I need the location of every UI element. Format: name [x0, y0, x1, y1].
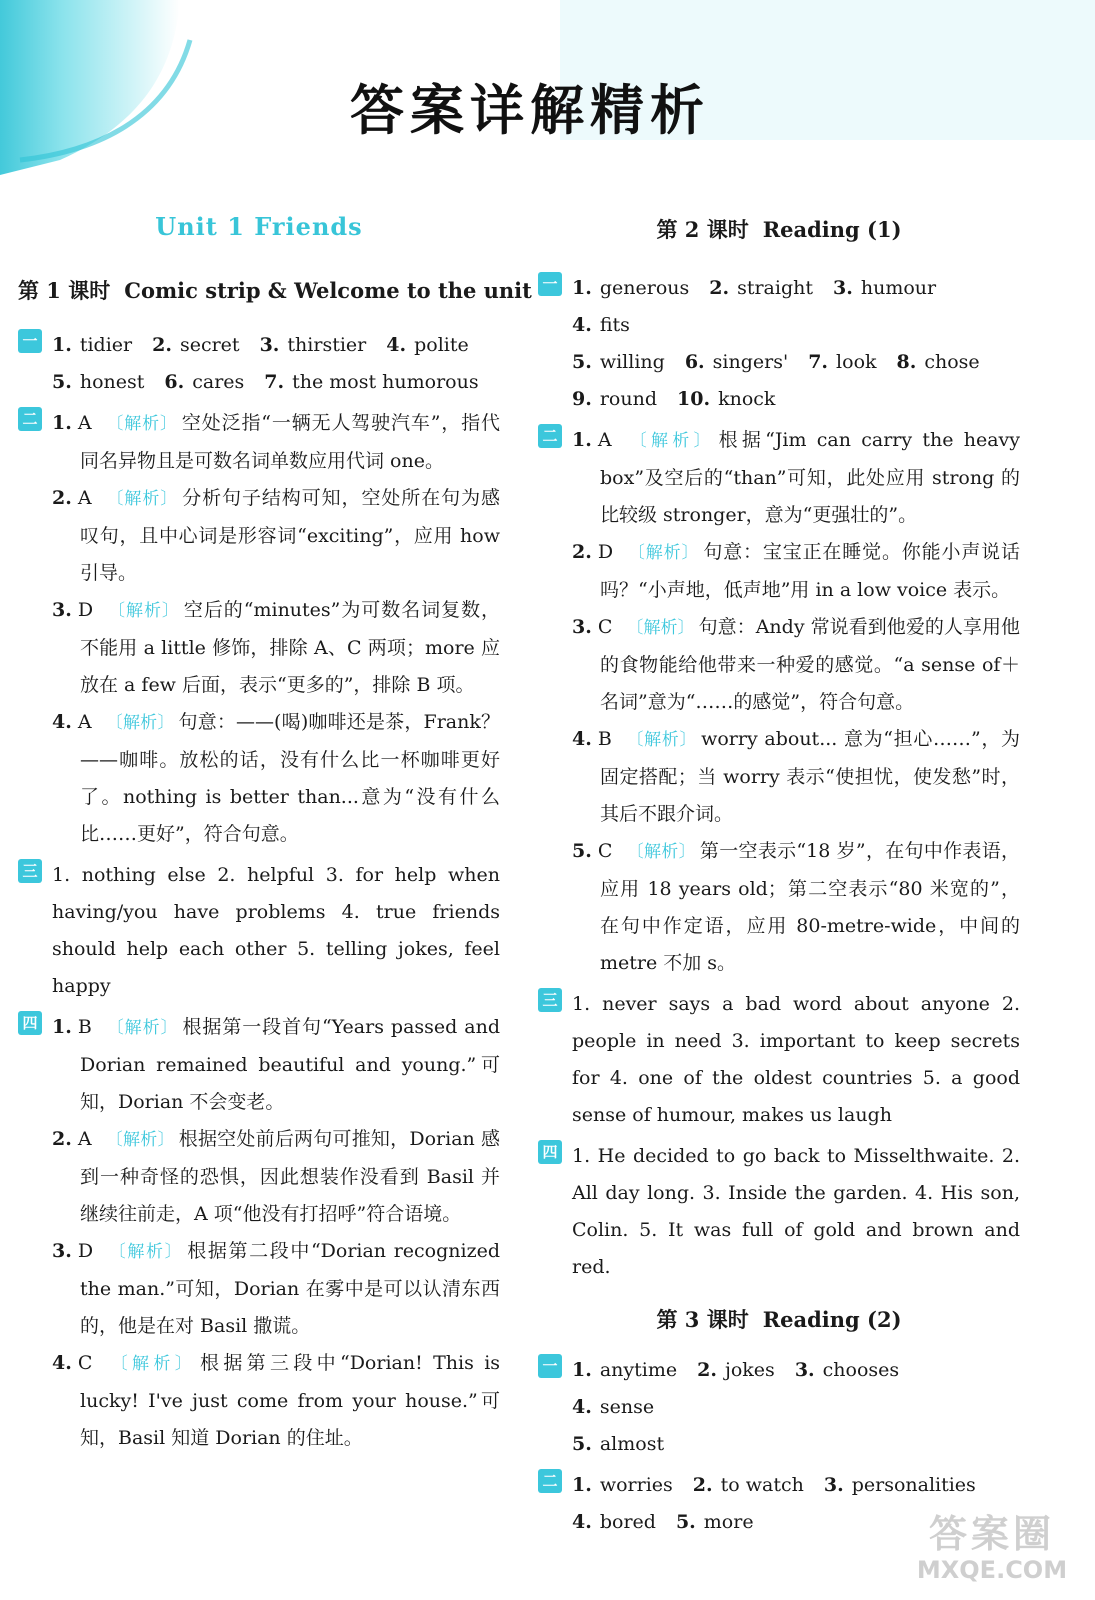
l3-s1-answers: 1. anytime 2. jokes 3. chooses4. sense 5. almost: [572, 1359, 900, 1455]
answer: knock: [718, 388, 776, 410]
l1-section-3: [18, 857, 500, 1005]
answer: the most humorous: [292, 371, 479, 393]
lesson-3-prefix: 第 3 课时: [656, 1307, 749, 1332]
answer: polite: [414, 334, 469, 356]
header-banner: [0, 0, 1095, 185]
answer: singers': [712, 351, 789, 373]
l2-section-4: [538, 1138, 1020, 1286]
answer: chose: [924, 351, 980, 373]
l1-s4-item: 1. B 〔解析〕 根据第一段首句“Years passed and Dorian remained beautiful and young.”可知，Dorian 不会变老。: [52, 1016, 501, 1113]
left-column: [18, 200, 532, 1461]
l1-s4-item: 4. C 〔解析〕 根据第三段中“Dorian! This is lucky! I've just come from your house.”可知，Basil 知道 Dorian 的住址。: [52, 1352, 501, 1449]
answer: generous: [599, 277, 690, 299]
watermark-url: MXQE.COM: [916, 1556, 1068, 1584]
answer: look: [836, 351, 877, 373]
watermark: [907, 1512, 1077, 1592]
l2-s3-answers: 1. never says a bad word about anyone 2. people in need 3. important to keep secrets for 4. one of the oldest countries 5. a good sense of humour, makes us laugh: [572, 993, 1020, 1126]
l2-s2-item: 2. D 〔解析〕 句意：宝宝正在睡觉。你能小声说话吗？“小声地，低声地”用 in a low voice 表示。: [572, 541, 1021, 601]
l1-s2-item: 4. A 〔解析〕 句意：——(喝)咖啡还是茶，Frank？——咖啡。放松的话，没有什么比一杯咖啡更好了。nothing is better than...意为“没有什么比……更好”，符合句意。: [52, 711, 501, 845]
lesson-2-title: [538, 214, 1020, 244]
l2-section-2: [538, 422, 1020, 982]
answer: more: [703, 1511, 754, 1533]
section-badge: 四: [18, 1011, 42, 1035]
lesson-2-name: Reading (1): [762, 217, 902, 242]
answer: straight: [737, 277, 814, 299]
section-badge: 三: [538, 988, 562, 1012]
answer: willing: [599, 351, 665, 373]
answer: fits: [599, 314, 630, 336]
l1-section-4: [18, 1009, 500, 1457]
l1-s2-item: 3. D 〔解析〕 空后的“minutes”为可数名词复数，不能用 a little 修饰，排除 A、C 两项；more 应放在 a few 后面，表示“更多的”，排除 B 项。: [52, 599, 501, 696]
l2-section-1: [538, 270, 1020, 418]
answer: cares: [192, 371, 245, 393]
answer: honest: [79, 371, 145, 393]
l1-s1-answers: 1. tidier 2. secret 3. thirstier 4. polite 5. honest 6. cares 7. the most humorous: [52, 334, 479, 393]
answer: sense: [599, 1396, 655, 1418]
l2-s1-answers: 1. generous 2. straight 3. humour4. fits 5. willing 6. singers' 7. look 8. chose 9. round 10. knock: [572, 277, 980, 410]
watermark-logo: 答案圈: [928, 1512, 1055, 1556]
answer: round: [599, 388, 658, 410]
lesson-3-name: Reading (2): [762, 1307, 902, 1332]
l3-s2-answers: 1. worries 2. to watch 3. personalities 4. bored 5. more: [572, 1474, 976, 1533]
page-title: 答案详解精析: [350, 79, 710, 142]
answer: secret: [179, 334, 240, 356]
answer: thirstier: [287, 334, 367, 356]
unit-heading: Unit 1 Friends: [155, 212, 363, 241]
answer: almost: [599, 1433, 665, 1455]
lesson-1-name: Comic strip & Welcome to the unit: [124, 278, 532, 303]
section-badge: 二: [18, 407, 42, 431]
l1-s2-item: 2. A 〔解析〕 分析句子结构可知，空处所在句为感叹句，且中心词是形容词“exciting”，应用 how 引导。: [52, 487, 500, 584]
answer: tidier: [79, 334, 133, 356]
l2-s2-item: 4. B 〔解析〕 worry about... 意为“担心……”，为固定搭配；当 worry 表示“使担忧，使发愁”时，其后不跟介词。: [572, 728, 1021, 825]
answer: worries: [599, 1474, 673, 1496]
section-badge: 一: [538, 272, 562, 296]
l2-section-3: [538, 986, 1020, 1134]
lesson-2-prefix: 第 2 课时: [656, 217, 749, 242]
answer: to watch: [720, 1474, 804, 1496]
l1-s4-item: 2. A 〔解析〕 根据空处前后两句可推知，Dorian 感到一种奇怪的恐惧，因此想装作没看到 Basil 并继续往前走，A 项“他没有打招呼”符合语境。: [52, 1128, 501, 1225]
l1-section-1: [18, 327, 500, 401]
l3-section-1: [538, 1352, 1020, 1463]
l2-s2-item: 3. C 〔解析〕 句意：Andy 常说看到他爱的人享用他的食物能给他带来一种爱的感觉。“a sense of＋名词”意为“……的感觉”，符合句意。: [572, 616, 1021, 713]
right-column: [538, 200, 1020, 1545]
l2-s2-item: 1. A 〔解析〕 根据“Jim can carry the heavy box”及空后的“than”可知，此处应用 strong 的比较级 stronger，意为“更强壮的”。: [572, 429, 1021, 526]
section-badge: 二: [538, 1469, 562, 1493]
section-badge: 四: [538, 1140, 562, 1164]
section-badge: 一: [538, 1354, 562, 1378]
l1-s4-item: 3. D 〔解析〕 根据第二段中“Dorian recognized the man.”可知，Dorian 在雾中是可以认清东西的，他是在对 Basil 撒谎。: [52, 1240, 501, 1337]
section-badge: 三: [18, 859, 42, 883]
l1-s2-item: 1. A 〔解析〕 空处泛指“一辆无人驾驶汽车”，指代同名异物且是可数名词单数应用代词 one。: [52, 412, 501, 472]
answer: chooses: [822, 1359, 900, 1381]
answer: jokes: [724, 1359, 775, 1381]
l2-s2-item: 5. C 〔解析〕 第一空表示“18 岁”，在句中作表语，应用 18 years old；第二空表示“80 米宽的”，在句中作定语，应用 80-metre-wide，中间的 metre 不加 s。: [572, 840, 1021, 974]
answer: humour: [860, 277, 937, 299]
answer: personalities: [851, 1474, 976, 1496]
l2-s4-answers: 1. He decided to go back to Misselthwaite. 2. All day long. 3. Inside the garden. 4. His son, Colin. 5. It was full of gold and brown and red.: [572, 1145, 1020, 1278]
section-badge: 一: [18, 329, 42, 353]
lesson-1-prefix: 第 1 课时: [18, 278, 111, 303]
section-badge: 二: [538, 424, 562, 448]
lesson-1-title: [18, 275, 532, 305]
lesson-3-title: [538, 1304, 1020, 1334]
answer: bored: [599, 1511, 656, 1533]
l1-s3-answers: 1. nothing else 2. helpful 3. for help when having/you have problems 4. true friends should help each other 5. telling jokes, feel happy: [52, 864, 500, 997]
l1-section-2: [18, 405, 500, 853]
answer: anytime: [599, 1359, 678, 1381]
